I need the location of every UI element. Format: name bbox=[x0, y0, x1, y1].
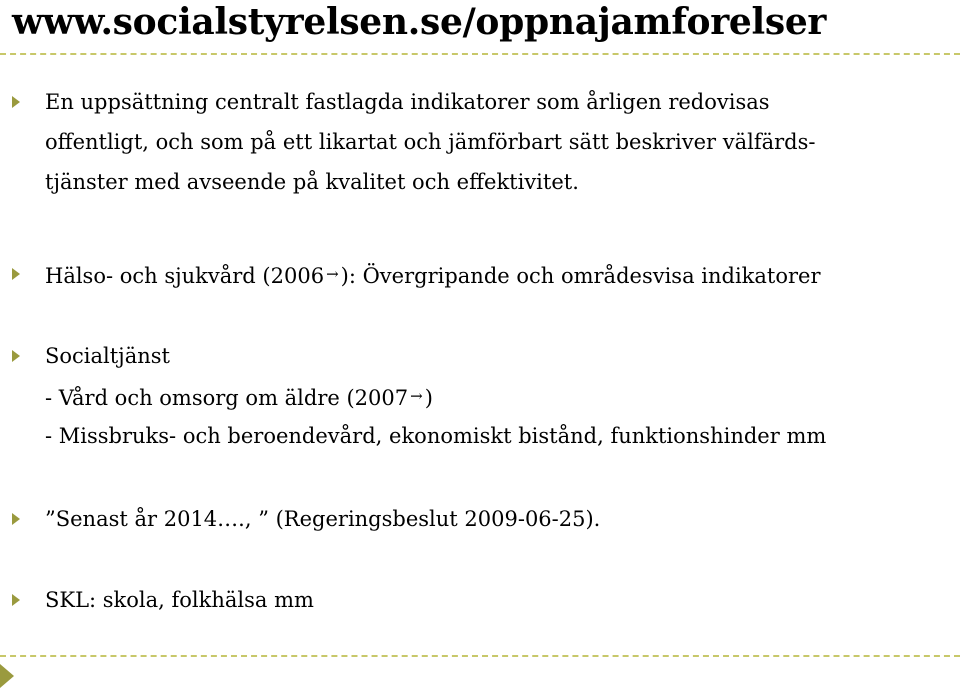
bottom-divider bbox=[0, 655, 960, 657]
bullet-3-line-3: - Missbruks- och beroendevård, ekonomiskt bistånd, funktionshinder mm bbox=[45, 424, 827, 448]
arrow-right-icon: → bbox=[326, 265, 339, 283]
bullet-1-line-2: offentligt, och som på ett likartat och jämförbart sätt beskriver välfärds- bbox=[45, 130, 816, 154]
bullet-2-post: ): Övergripande och områdesvisa indikatorer bbox=[340, 264, 821, 288]
bullet-5-text: SKL: skola, folkhälsa mm bbox=[45, 588, 314, 612]
bullet-3-line-2-pre: - Vård och omsorg om äldre (2007 bbox=[45, 386, 409, 410]
bullet-2-pre: Hälso- och sjukvård (2006 bbox=[45, 264, 325, 288]
bullet-3-line-2-post: ) bbox=[424, 386, 433, 410]
bullet-marker-icon bbox=[12, 594, 20, 606]
top-divider bbox=[0, 53, 960, 55]
corner-triangle-icon bbox=[0, 664, 14, 688]
bullet-1-line-1: En uppsättning centralt fastlagda indikatorer som årligen redovisas bbox=[45, 90, 770, 114]
bullet-1-line-3: tjänster med avseende på kvalitet och effektivitet. bbox=[45, 170, 579, 194]
arrow-right-icon: → bbox=[410, 387, 423, 405]
bullet-3-line-2 bbox=[45, 376, 433, 418]
bullet-2-text bbox=[45, 254, 821, 296]
bullet-4-text: ”Senast år 2014…., ” (Regeringsbeslut 2009-06-25). bbox=[45, 507, 601, 531]
bullet-marker-icon bbox=[12, 96, 20, 108]
bullet-3-line-1: Socialtjänst bbox=[45, 344, 170, 368]
bullet-marker-icon bbox=[12, 268, 20, 280]
bullet-marker-icon bbox=[12, 350, 20, 362]
page-title: www.socialstyrelsen.se/oppnajamforelser bbox=[12, 1, 827, 43]
bullet-marker-icon bbox=[12, 513, 20, 525]
